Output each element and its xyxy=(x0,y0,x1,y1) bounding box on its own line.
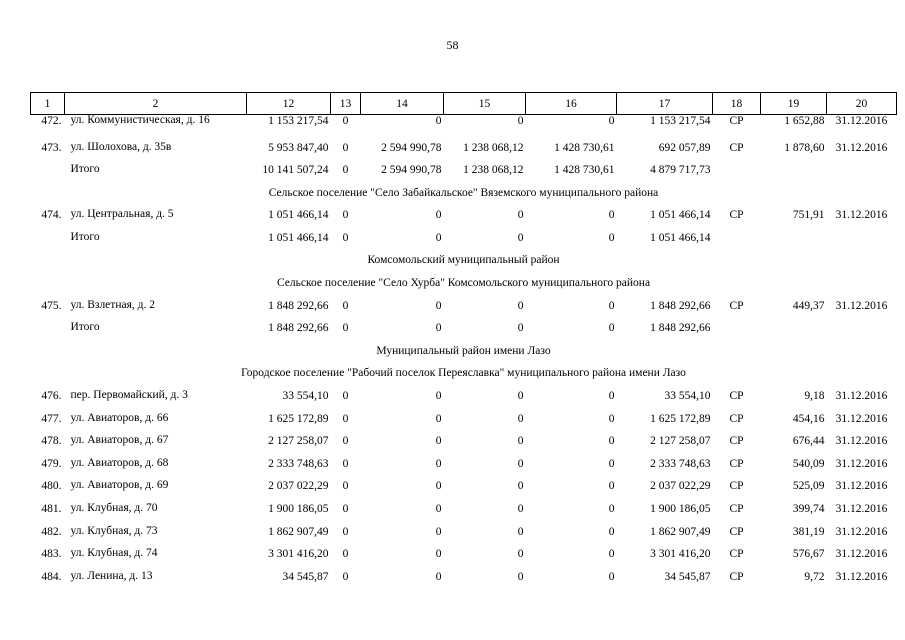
cell-c19: 676,44 xyxy=(792,435,825,448)
cell-c19 xyxy=(761,322,827,345)
cell-c16: 0 xyxy=(608,412,615,425)
cell-c16: 0 xyxy=(608,457,615,470)
cell-c19 xyxy=(761,232,827,255)
cell-no: 479. xyxy=(41,457,62,470)
column-header: 14 xyxy=(361,93,444,115)
cell-c19: 540,09 xyxy=(792,457,825,470)
column-header: 20 xyxy=(827,93,897,115)
cell-no: 476. xyxy=(41,390,62,403)
cell-c17: 34 545,87 xyxy=(664,570,711,583)
cell-c17: 33 554,10 xyxy=(664,390,711,403)
cell-c18: СР xyxy=(729,299,744,312)
cell-address: ул. Авиаторов, д. 69 xyxy=(70,479,169,492)
cell-c15: 0 xyxy=(517,525,524,538)
column-header-row xyxy=(31,93,897,115)
section-heading-row xyxy=(31,187,897,210)
cell-address: ул. Авиаторов, д. 67 xyxy=(70,434,169,447)
cell-c15: 0 xyxy=(517,299,524,312)
cell-c20 xyxy=(827,232,897,255)
cell-address: ул. Центральная, д. 5 xyxy=(70,208,174,221)
cell-c20: 31.12.2016 xyxy=(835,457,888,470)
cell-c20: 31.12.2016 xyxy=(835,525,888,538)
cell-c14: 0 xyxy=(435,231,442,244)
cell-c14: 0 xyxy=(435,480,442,493)
cell-c16: 0 xyxy=(608,570,615,583)
cell-c14: 0 xyxy=(435,115,442,127)
cell-c13: 0 xyxy=(342,548,349,561)
cell-c17: 2 127 258,07 xyxy=(650,435,711,448)
cell-c17: 1 848 292,66 xyxy=(650,322,711,335)
table-row xyxy=(31,503,897,526)
cell-c18: СР xyxy=(729,390,744,403)
cell-c16: 1 428 730,61 xyxy=(554,141,615,154)
cell-c16: 0 xyxy=(608,548,615,561)
cell-c12: 1 900 186,05 xyxy=(268,503,329,515)
cell-c12: 2 037 022,29 xyxy=(268,480,329,493)
cell-c13: 0 xyxy=(342,115,349,127)
section-heading: Муниципальный район имени Лазо xyxy=(376,344,551,357)
cell-c13: 0 xyxy=(342,141,349,154)
cell-address: ул. Взлетная, д. 2 xyxy=(70,298,155,311)
cell-c20: 31.12.2016 xyxy=(835,412,888,425)
cell-no: 483. xyxy=(41,548,62,561)
cell-address: ул. Шолохова, д. 35в xyxy=(70,140,172,153)
section-heading-row xyxy=(31,254,897,277)
section-heading-row xyxy=(31,277,897,300)
cell-c18: СР xyxy=(729,570,744,583)
cell-c20: 31.12.2016 xyxy=(835,115,888,127)
page-number: 58 xyxy=(446,38,459,52)
cell-address: Итого xyxy=(70,163,100,176)
column-header: 17 xyxy=(617,93,713,115)
cell-c20: 31.12.2016 xyxy=(835,570,888,583)
register-table xyxy=(30,92,897,593)
cell-c16: 0 xyxy=(608,435,615,448)
column-header: 2 xyxy=(65,93,247,115)
column-header: 15 xyxy=(444,93,526,115)
cell-address: ул. Клубная, д. 70 xyxy=(70,502,158,514)
table-row xyxy=(31,413,897,436)
table-row xyxy=(31,571,897,594)
cell-c14: 0 xyxy=(435,209,442,222)
cell-c12: 1 153 217,54 xyxy=(268,115,329,127)
cell-no: 474. xyxy=(41,209,62,222)
cell-c16: 0 xyxy=(608,209,615,222)
cell-c13: 0 xyxy=(342,503,349,515)
cell-c19 xyxy=(761,164,827,187)
cell-c13: 0 xyxy=(342,412,349,425)
cell-address: ул. Клубная, д. 74 xyxy=(70,547,158,560)
cell-c14: 0 xyxy=(435,435,442,448)
cell-c12: 1 051 466,14 xyxy=(268,209,329,222)
cell-c20: 31.12.2016 xyxy=(835,299,888,312)
cell-c13: 0 xyxy=(342,435,349,448)
cell-c17: 1 051 466,14 xyxy=(650,209,711,222)
cell-c20: 31.12.2016 xyxy=(835,390,888,403)
total-row xyxy=(31,164,897,187)
cell-c18: СР xyxy=(729,209,744,222)
cell-c20 xyxy=(827,322,897,345)
cell-c18: СР xyxy=(729,457,744,470)
table-row xyxy=(31,390,897,413)
cell-no: 475. xyxy=(41,299,62,312)
cell-c13: 0 xyxy=(342,322,349,335)
cell-c19: 751,91 xyxy=(792,209,825,222)
cell-c16: 0 xyxy=(608,231,615,244)
cell-c16: 0 xyxy=(608,503,615,515)
cell-c17: 1 900 186,05 xyxy=(650,503,711,515)
cell-c12: 2 127 258,07 xyxy=(268,435,329,448)
cell-c14: 0 xyxy=(435,299,442,312)
cell-c18 xyxy=(713,322,761,345)
cell-c20: 31.12.2016 xyxy=(835,141,888,154)
cell-c14: 0 xyxy=(435,503,442,515)
cell-c15: 0 xyxy=(517,209,524,222)
cell-no: 477. xyxy=(41,412,62,425)
cell-c14: 0 xyxy=(435,548,442,561)
cell-address: ул. Авиаторов, д. 66 xyxy=(70,411,169,424)
cell-c12: 1 051 466,14 xyxy=(268,231,329,244)
cell-c15: 0 xyxy=(517,457,524,470)
cell-c12: 5 953 847,40 xyxy=(268,141,329,154)
cell-c14: 0 xyxy=(435,457,442,470)
cell-c13: 0 xyxy=(342,164,349,177)
cell-c15: 0 xyxy=(517,435,524,448)
cell-address: ул. Коммунистическая, д. 16 xyxy=(70,114,210,126)
column-header: 19 xyxy=(761,93,827,115)
column-header: 13 xyxy=(331,93,361,115)
cell-c19: 1 878,60 xyxy=(784,141,825,154)
cell-c20: 31.12.2016 xyxy=(835,503,888,515)
cell-c18 xyxy=(713,164,761,187)
cell-no: 480. xyxy=(41,480,62,493)
column-header: 1 xyxy=(31,93,65,115)
cell-c15: 1 238 068,12 xyxy=(463,141,524,154)
column-header: 12 xyxy=(247,93,331,115)
cell-c14: 0 xyxy=(435,570,442,583)
cell-c16: 1 428 730,61 xyxy=(554,164,615,177)
column-header: 16 xyxy=(526,93,617,115)
cell-c15: 0 xyxy=(517,115,524,127)
cell-c13: 0 xyxy=(342,299,349,312)
cell-c15: 1 238 068,12 xyxy=(463,164,524,177)
cell-c14: 0 xyxy=(435,322,442,335)
cell-c12: 2 333 748,63 xyxy=(268,457,329,470)
cell-c13: 0 xyxy=(342,480,349,493)
cell-c19: 576,67 xyxy=(792,548,825,561)
table-row xyxy=(31,526,897,549)
cell-c12: 1 862 907,49 xyxy=(268,525,329,538)
section-heading: Комсомольский муниципальный район xyxy=(367,254,560,267)
cell-address: пер. Первомайский, д. 3 xyxy=(70,389,188,402)
cell-c20: 31.12.2016 xyxy=(835,435,888,448)
cell-c17: 1 153 217,54 xyxy=(650,115,711,127)
cell-c17: 3 301 416,20 xyxy=(650,548,711,561)
cell-address: ул. Авиаторов, д. 68 xyxy=(70,456,169,469)
cell-c17: 1 848 292,66 xyxy=(650,299,711,312)
table-row xyxy=(31,300,897,323)
cell-c13: 0 xyxy=(342,390,349,403)
cell-c19: 1 652,88 xyxy=(784,115,825,127)
cell-c18: СР xyxy=(729,480,744,493)
cell-c17: 1 862 907,49 xyxy=(650,525,711,538)
cell-c19: 399,74 xyxy=(792,503,825,515)
cell-c12: 34 545,87 xyxy=(282,570,329,583)
cell-c13: 0 xyxy=(342,231,349,244)
cell-c12: 3 301 416,20 xyxy=(268,548,329,561)
cell-c16: 0 xyxy=(608,390,615,403)
cell-c18: СР xyxy=(729,548,744,561)
cell-c12: 33 554,10 xyxy=(282,390,329,403)
cell-c17: 1 625 172,89 xyxy=(650,412,711,425)
cell-c15: 0 xyxy=(517,548,524,561)
cell-c17: 692 057,89 xyxy=(658,141,711,154)
cell-c20: 31.12.2016 xyxy=(835,480,888,493)
cell-c16: 0 xyxy=(608,322,615,335)
cell-c14: 2 594 990,78 xyxy=(381,141,442,154)
table-row xyxy=(31,548,897,571)
cell-c15: 0 xyxy=(517,390,524,403)
cell-c19: 454,16 xyxy=(792,412,825,425)
cell-c15: 0 xyxy=(517,322,524,335)
cell-c16: 0 xyxy=(608,480,615,493)
cell-c20: 31.12.2016 xyxy=(835,548,888,561)
cell-address: Итого xyxy=(70,230,100,243)
cell-no: 472. xyxy=(41,115,62,127)
cell-no xyxy=(31,232,65,255)
section-heading-row xyxy=(31,345,897,368)
cell-c15: 0 xyxy=(517,231,524,244)
cell-c16: 0 xyxy=(608,115,615,127)
cell-c20 xyxy=(827,164,897,187)
cell-c18: СР xyxy=(729,525,744,538)
cell-c13: 0 xyxy=(342,525,349,538)
cell-c12: 1 848 292,66 xyxy=(268,322,329,335)
column-header: 18 xyxy=(713,93,761,115)
cell-c16: 0 xyxy=(608,299,615,312)
cell-c13: 0 xyxy=(342,457,349,470)
cell-c14: 2 594 990,78 xyxy=(381,164,442,177)
cell-c13: 0 xyxy=(342,570,349,583)
cell-no: 482. xyxy=(41,525,62,538)
cell-c18: СР xyxy=(729,115,744,127)
cell-c18: СР xyxy=(729,503,744,515)
table-row xyxy=(31,458,897,481)
table-body xyxy=(31,115,897,594)
cell-c15: 0 xyxy=(517,480,524,493)
cell-no xyxy=(31,322,65,345)
section-heading: Сельское поселение "Село Забайкальское" Вяземского муниципального района xyxy=(268,186,659,199)
total-row xyxy=(31,232,897,255)
cell-address: ул. Ленина, д. 13 xyxy=(70,569,153,582)
cell-no xyxy=(31,164,65,187)
table-row xyxy=(31,435,897,458)
cell-c17: 2 037 022,29 xyxy=(650,480,711,493)
table-row xyxy=(31,209,897,232)
cell-c18 xyxy=(713,232,761,255)
cell-no: 481. xyxy=(41,503,62,515)
cell-c14: 0 xyxy=(435,412,442,425)
cell-c15: 0 xyxy=(517,412,524,425)
table-row xyxy=(31,115,897,142)
cell-c19: 525,09 xyxy=(792,480,825,493)
table-row xyxy=(31,142,897,165)
cell-c17: 4 879 717,73 xyxy=(650,164,711,177)
cell-c12: 1 848 292,66 xyxy=(268,299,329,312)
cell-c17: 1 051 466,14 xyxy=(650,231,711,244)
cell-c19: 9,72 xyxy=(804,570,825,583)
cell-c19: 381,19 xyxy=(792,525,825,538)
cell-c19: 9,18 xyxy=(804,390,825,403)
cell-c15: 0 xyxy=(517,503,524,515)
section-heading: Городское поселение "Рабочий поселок Переяславка" муниципального района имени Лазо xyxy=(241,367,686,380)
cell-c14: 0 xyxy=(435,390,442,403)
cell-no: 473. xyxy=(41,141,62,154)
cell-c12: 1 625 172,89 xyxy=(268,412,329,425)
cell-c18: СР xyxy=(729,141,744,154)
table-row xyxy=(31,480,897,503)
section-heading: Сельское поселение "Село Хурба" Комсомольского муниципального района xyxy=(276,277,651,290)
cell-address: ул. Клубная, д. 73 xyxy=(70,524,158,537)
cell-c16: 0 xyxy=(608,525,615,538)
cell-c13: 0 xyxy=(342,209,349,222)
cell-c20: 31.12.2016 xyxy=(835,209,888,222)
cell-c18: СР xyxy=(729,412,744,425)
cell-address: Итого xyxy=(70,321,100,334)
cell-no: 478. xyxy=(41,435,62,448)
total-row xyxy=(31,322,897,345)
cell-c18: СР xyxy=(729,435,744,448)
cell-c14: 0 xyxy=(435,525,442,538)
cell-c12: 10 141 507,24 xyxy=(262,164,329,177)
cell-c19: 449,37 xyxy=(792,299,825,312)
section-heading-row xyxy=(31,367,897,390)
cell-no: 484. xyxy=(41,570,62,583)
cell-c17: 2 333 748,63 xyxy=(650,457,711,470)
cell-c15: 0 xyxy=(517,570,524,583)
